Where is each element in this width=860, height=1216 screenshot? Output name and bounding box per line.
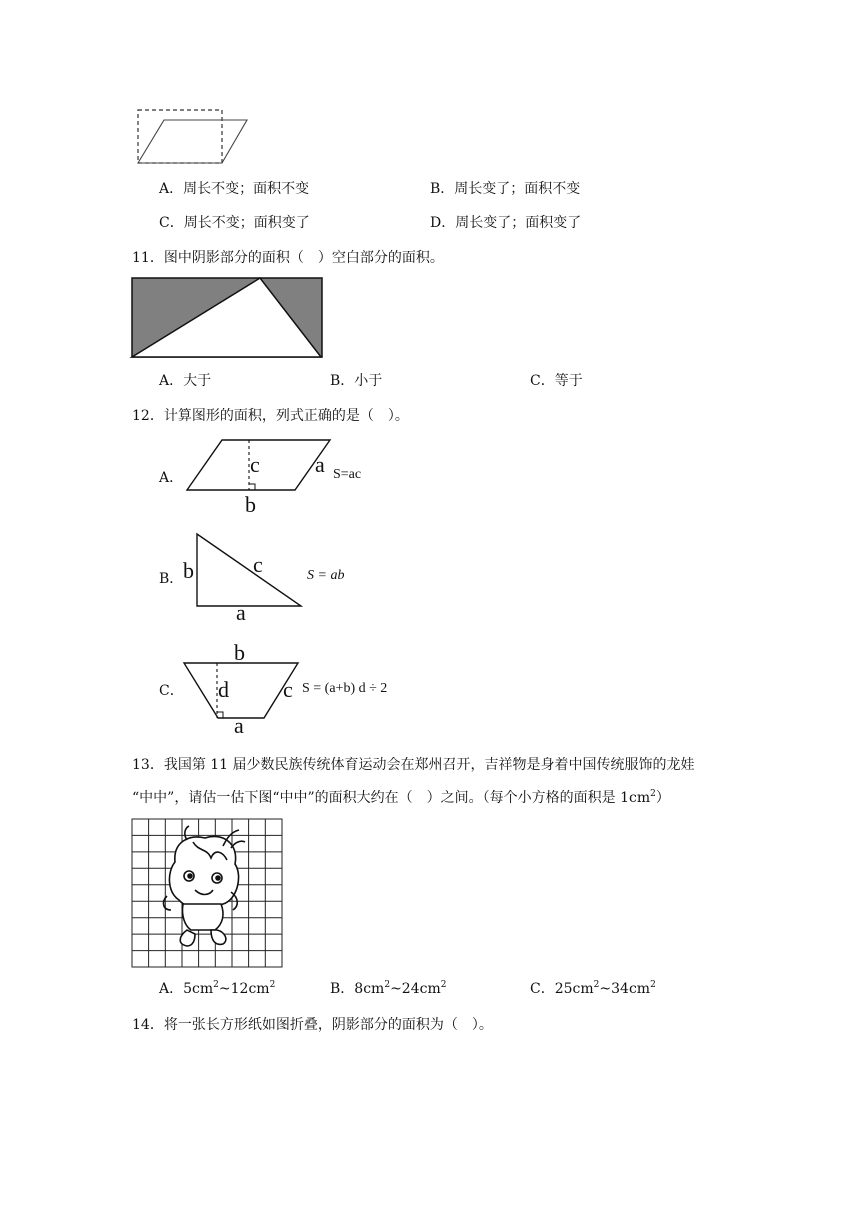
mascot-zhongzhong xyxy=(164,826,245,946)
tilde: ~ xyxy=(390,981,402,997)
q12a-label-b: b xyxy=(245,492,256,517)
q10-dashed-rectangle xyxy=(138,110,222,163)
q13-stem-line2 xyxy=(132,789,670,807)
option-letter: B． xyxy=(330,981,355,997)
option-from: 25cm xyxy=(554,981,594,997)
q12c-formula: S = (a+b) d ÷ 2 xyxy=(302,681,388,696)
q12a-formula: S=ac xyxy=(333,467,362,482)
q12-right-triangle xyxy=(195,532,305,608)
option-letter: A． xyxy=(159,981,184,997)
option-to: 12cm xyxy=(230,981,270,997)
q13-stem-line1: 13．我国第 11 届少数民族传统体育运动会在郑州召开，吉祥物是身着中国传统服饰的龙娃 xyxy=(132,757,695,773)
q12-stem: 12．计算图形的面积，列式正确的是（ ）。 xyxy=(132,408,409,424)
q12-parallelogram xyxy=(185,438,335,498)
tilde: ~ xyxy=(599,981,612,997)
option-text: 周长变了；面积变了 xyxy=(455,215,582,231)
q13-option-b xyxy=(330,980,446,998)
q11-stem: 11．图中阴影部分的面积（ ）空白部分的面积。 xyxy=(132,250,444,266)
q10-option-b xyxy=(430,180,580,198)
q12c-label-c: c xyxy=(283,677,293,702)
option-text: 周长变了；面积不变 xyxy=(454,181,581,197)
q12-option-a-letter: A． xyxy=(159,470,184,486)
q12a-label-c: c xyxy=(250,452,260,477)
q12c-label-b: b xyxy=(234,640,245,665)
q12c-label-a: a xyxy=(234,713,244,738)
q11-option-a xyxy=(159,372,211,390)
option-letter: C． xyxy=(530,373,555,389)
q12b-label-c: c xyxy=(253,552,263,577)
q12-option-b-letter: B． xyxy=(159,571,184,587)
option-letter: B． xyxy=(330,373,355,389)
option-text: 周长不变；面积不变 xyxy=(183,181,310,197)
superscript: 2 xyxy=(269,980,276,990)
q12b-label-b: b xyxy=(183,558,194,583)
superscript: 2 xyxy=(440,980,447,990)
q14-stem: 14．将一张长方形纸如图折叠，阴影部分的面积为（ ）。 xyxy=(132,1017,493,1033)
superscript: 2 xyxy=(650,789,656,799)
q10-option-c xyxy=(159,214,310,232)
tilde: ~ xyxy=(218,981,231,997)
option-letter: C． xyxy=(159,215,184,231)
superscript: 2 xyxy=(384,980,391,990)
q10-figure xyxy=(130,106,270,166)
right-angle-mark xyxy=(249,484,255,490)
q11-figure xyxy=(131,277,323,359)
q13-option-a xyxy=(159,980,275,998)
q12-option-c-letter: C． xyxy=(159,683,184,699)
q11-option-c xyxy=(530,372,583,390)
option-letter: A． xyxy=(159,181,184,197)
option-letter: D． xyxy=(430,215,456,231)
superscript: 2 xyxy=(650,980,656,990)
option-text: 周长不变；面积变了 xyxy=(183,215,310,231)
option-from: 8cm xyxy=(354,981,385,997)
stem-text: “中中”，请估一估下图“中中”的面积大约在（ ）之间。（每个小方格的面积是 1cm xyxy=(132,790,651,806)
option-letter: A． xyxy=(159,373,184,389)
option-text: 小于 xyxy=(354,373,383,389)
option-letter: B． xyxy=(430,181,455,197)
q12c-label-d: d xyxy=(218,677,229,702)
q12b-label-a: a xyxy=(236,600,246,625)
option-text: 等于 xyxy=(554,373,583,389)
q12a-label-a: a xyxy=(315,452,325,477)
superscript: 2 xyxy=(213,980,219,990)
option-from: 5cm xyxy=(183,981,214,997)
superscript: 2 xyxy=(593,980,600,990)
option-to: 24cm xyxy=(401,981,441,997)
q12b-formula: S = ab xyxy=(307,568,345,583)
trapezoid-shape xyxy=(184,663,298,718)
q10-option-d xyxy=(430,214,581,232)
triangle-shape xyxy=(197,534,301,606)
q13-grid-figure xyxy=(131,818,283,968)
q10-parallelogram xyxy=(138,120,247,163)
q10-option-a xyxy=(159,180,309,198)
option-letter: C． xyxy=(530,981,555,997)
q13-option-c xyxy=(530,980,656,998)
option-text: 大于 xyxy=(183,373,212,389)
q11-option-b xyxy=(330,372,382,390)
option-to: 34cm xyxy=(611,981,651,997)
stem-end: ） xyxy=(655,790,670,806)
